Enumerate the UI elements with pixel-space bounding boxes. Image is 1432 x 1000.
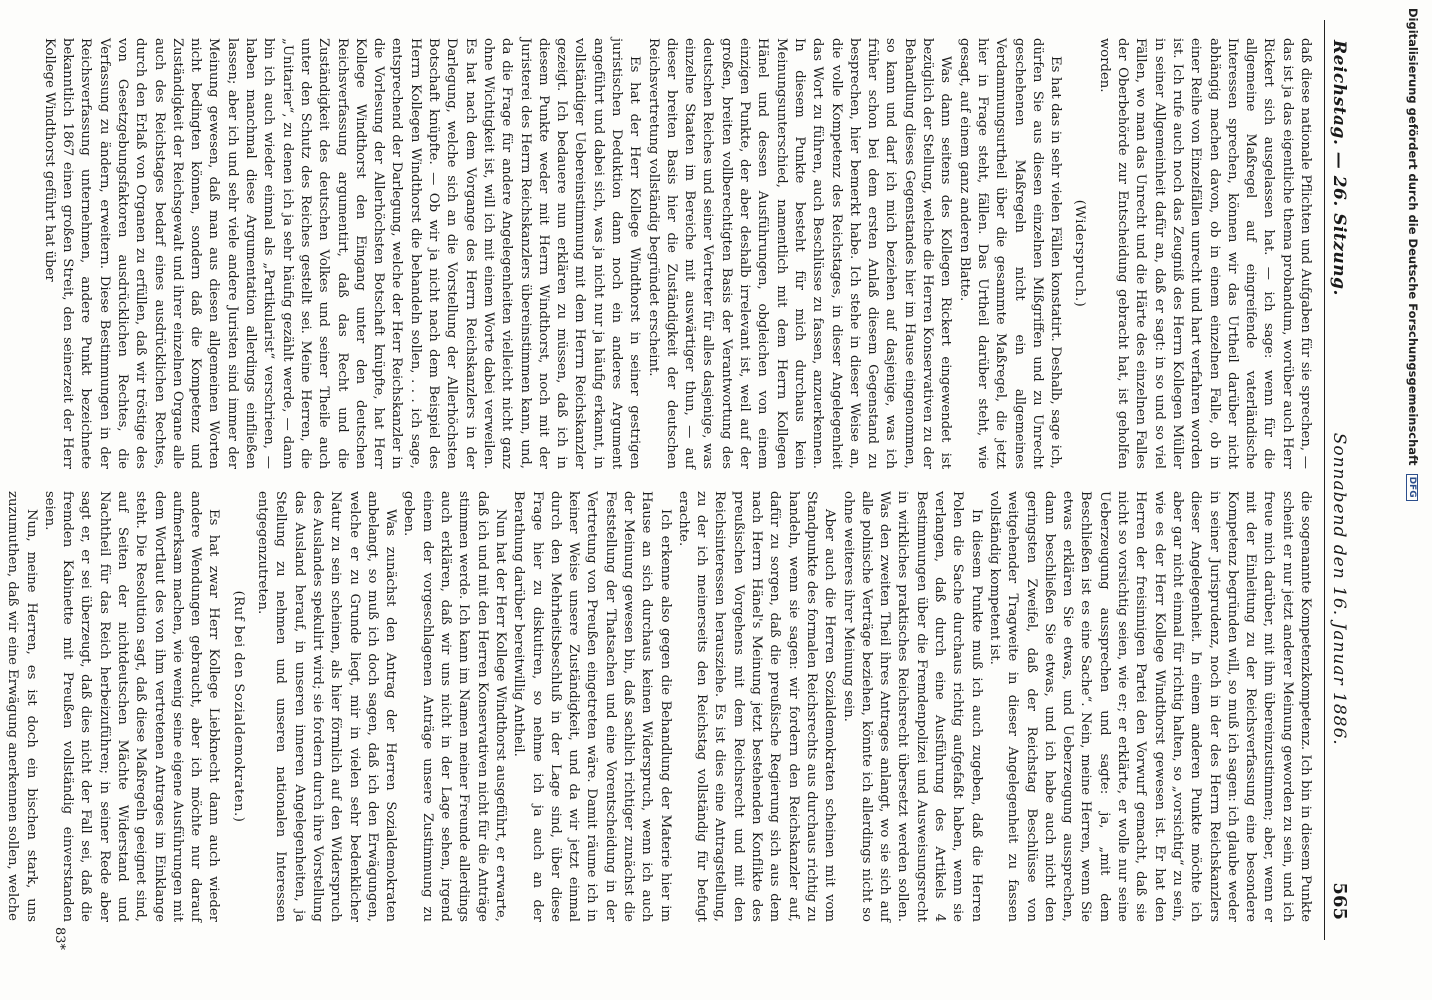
page-signature-mark: 83* [52,926,67,950]
dfg-logo-icon: DFG [1406,474,1418,501]
paragraph: Was zunächst den Antrag der Herren Sozialdemokraten anbelangt, so muß ich doch sagen, daß ich den Erwägungen, welche er zu Grunde liegt, mir in vielen sehr bedenklicher Natur zu sein scheinen, als hier förmlich auf den Widerspruch des Auslandes spekulirt wird; sie fordern durch ihre Vorstellung das Ausland herauf, in unseren inneren Angelegenheiten, ja Stellung zu nehmen und unseren nationalen Interessen entgegenzutreten. [255,491,399,922]
paragraph: Es hat zwar Herr Kollege Liebknecht dann auch wieder andere Wendungen gebraucht, aber ich möchte nur darauf aufmerksam machen, wie wenig seine eigene Ausführungen mit dem Wortlaut des von ihm vertretenen Antrages im Einklange steht. Die Resolution sagt, daß diese Maßregeln geeignet sind, auf Seiten der nichtdeutschen Mächte Widerstand und Nachtheil für das Reich herbeizuführen; in seiner Rede aber sagt er, er sei überzeugt, daß dies nicht der Fall sei, daß die fremden Kabinette mit Preußen vollständig einverstanden seien. [41,491,222,922]
paragraph: Nun hat der Herr Kollege Windthorst ausgeführt, er erwarte, daß ich und mit den Herren Konservativen nicht für die Anträge stimmen werde. Ich kann im Namen meiner Freunde allerdings auch erklären, daß wir uns nicht in der Lage sehen, irgend einem der vorgeschlagenen Anträge unsere Zustimmung zu geben. [401,491,508,922]
paragraph: daß diese nationale Pflichten und Aufgaben für sie sprechen, — das ist ja das eigentliche thema probandum, worüber auch Herr Rickert sich ausgelassen hat. — ich sage: wenn für die allgemeine Maßregel auf eingreifende vaterländische Interessen sprechen, können wir das Urtheil darüber nicht abhängig machen davon, ob in einem einzelnen Falle, ob in einer Reihe von Einzelfällen unrecht und hart verfahren worden ist. Ich rufe auch noch das Zeugniß des Herrn Kollegen Müller in seiner Allgemeinheit dafür an, daß er sagt: in so und so viel Fällen, wo man das Unrecht und die Härte des einzelnen Falles der Oberbehörde zur Entscheidung gebracht hat, ist geholfen worden. [1096,38,1313,469]
paragraph: Ich erkenne also gegen die Behandlung der Materie hier im Hause an sich durchaus keinen Widerspruch, wenn ich auch der Meinung gewesen bin, daß sachlich richtiger zunächst die Feststellung der Thatsachen und eine Vorentscheidung in der Vertretung von Preußen eingetreten wäre. Damit räume ich in keiner Weise unsere Zuständigkeit, und da wir jetzt einmal durch den Mehrheitsbeschluß in der Lage sind, über diese Frage hier zu diskutiren, so nehme ich ja auch an der Berathung darüber bereitwillig Antheil. [511,491,673,922]
interjection: (Ruf bei den Sozialdemokraten.) [230,590,246,823]
paragraph: Was dann seitens des Kollegen Rickert eingewendet ist bezüglich der Stellung, welche die Herren Konservativen zu der Behandlung dieses Gegenstandes hier im Hause eingenommen, so kann und darf ich mich beziehen auf dasjenige, was ich früher schon bei dem ersten Anlaß diesem Gegenstand zu besprechen, hier bemerkt habe. Ich stehe in dieser Weise an, die volle Kompetenz des Reichstages, in dieser Angelegenheit das Wort zu führen, auch Beschlüsse zu fassen, anzuerkennen. In diesem Punkte besteht für mich durchaus kein Meinungsunterschied, namentlich mit dem Herrn Kollegen Hänel und dessen Ausführungen, obgleichen von einem einzigen Punkte, der aber deshalb irrelevant ist, weil auf der großen, breiten vollberechtigten Basis der Verantwortung des deutschen Reiches und seiner Vertreter für alles dasjenige, was einzelne Staaten im Bereiche mit auswärtiger thun, — auf dieser breiten Basis hier die Zuständigkeit der deutschen Reichsvertretung vollständig begründet erscheint. [645,38,954,469]
paragraph: die sogenannte Kompetenzkompetenz. Ich bin in diesem Punkte scheint er nur jetzt anderer Meinung geworden zu sein, und ich freue mich darüber, mit ihm übereinzustimmen; aber, wenn er mit der Einleitung zu der Reichsverfassung eine besondere Kompetenz begründen will, so muß ich sagen: ich glaube weder in seiner Jurisprudenz, noch in der des Herrn Reichskanzlers dieser Angelegenheit. In einem anderen Punkte möchte ich aber gar nicht einmal für richtig halten, so „vorsichtig“ zu sein, wie es der Herr Kollege Windthorst gewesen ist. Er hat den Herren der freisinnigen Partei den Vorwurf gemacht, daß sie nicht so vorsichtig seien, wie er; er erklärte, er wolle nur seine Ueberzeugung aussprechen und sagte: ja, „mit dem Beschließen ist es eine Sache“. Nein, meine Herren, wenn Sie etwas erklären Sie etwas, und Ueberzeugung aussprechen, dann beschließen Sie etwas, und ich habe auch nicht den geringsten Zweifel, daß der Reichstag Beschlüsse von weitgehender Tragweite in dieser Angelegenheit zu fassen vollständig kompetent ist. [986,491,1313,922]
header-left-title: Reichstag. — 26. Sitzung. [1329,40,1349,296]
dfg-sidebar [1408,0,1432,1000]
paragraph: Es hat der Herr Kollege Windthorst in seiner gestrigen juristischen Deduktion dann noch ein anderes Argument angeführt und dabei sich, was ja nicht nur ja häufig erkannt, in vollständiger Uebereinstimmung mit dem Herrn Reichskanzler gezeigt. Ich bedauere nun erklären zu müssen, daß ich in diesem Punkte weder mit Herrn Windthorst, noch mit der Juristerei des Herrn Reichskanzlers übereinstimmen kann, und, da die Frage für andere Angelegenheiten vielleicht nicht ganz ohne Wichtigkeit ist, will ich mit einem Worte dabei verweilen. Es hat nach dem Vorgange des Herrn Reichskanzlers in der Darlegung, welche sich an die Vorstellung der Allerhöchsten Botschaft knüpfte. — Ob wir ja nicht nach dem Beispiel des Herrn Kollegen Windthorst die behandeln sollen, . . . ich sage, entsprechend der Darlegung, welche der Herr Reichskanzler in die Vorlesung der Allerhöchsten Botschaft knüpfte, hat Herr Kollege Windthorst den Eingang unter den deutschen Reichsverfassung argumentirt, daß das Recht und die Zuständigkeit des deutschen Volkes und seiner Theile auch unter den Schutz des Reiches gestellt sei. Meine Herren, die „Unitarier“, zu denen ich ja sehr häufig gezählt werde, — dann bin ich auch wieder einmal als „Partikularist“ verschrieen, — haben manchmal diese Argumentation allerdings einfließen lassen; aber ich und sehr viele andere Juristen sind immer der Meinung gewesen, daß man aus diesen allgemeinen Worten nicht bedingten können, sondern daß die Kompetenz und Zuständigkeit der Reichsgewalt und ihrer einzelnen Organe alle auch des Reichstages bedarf eines ausdrücklichen Rechtes, durch den Erlaß von Organen zu erfüllen, daß wir tröstige des von Gesetzgebungsfaktoren ausdrücklichen Rechtes, die Verfassung zu ändern, erweitern. Diese Bestimmungen in der Reichsverfassung unternehmen, andere Punkt bezeichnete bekanntlich 1867 einen großen Streit, den seinerzeit der Herr Kollege Windthorst geführt hat über [41,38,643,469]
paragraph: Aber auch die Herren Sozialdemokraten scheinen mit vom Standpunkte des formalen Reichsrechts aus durchaus richtig zu handeln, wenn sie sagen: wir fordern den Reichskanzler auf, dafür zu sorgen, daß die preußische Regierung sich aus dem nach Herrn Hänel's Meinung jetzt bestehenden Konflikte des preußischen Vorgehens mit dem Reichsrecht und mit den Reichsinteressen herausziehe. Es ist dies eine Antragstellung, zu der ich meinerseits den Reichstag vollständig für befugt erachte. [675,491,838,922]
dfg-funding-notice: Digitalisierung gefördert durch die Deutsche Forschungsgemeinschaft [1406,8,1420,466]
text-column-left [41,38,1314,469]
page-number: 565 [1329,882,1350,920]
text-columns [5,38,1314,922]
page-header [1324,20,1350,940]
paragraph: Es hat das in sehr vielen Fällen konstatirt. Deshalb, sage ich, dürfen Sie aus diesen einzelnen Mißgriffen und zu Unrecht geschehenen Maßregeln nicht ein allgemeines Verdammungsurtheil über die gesammte Maßregel, die jetzt hier in Frage steht, fällen. Das Urtheil darüber steht, wie gesagt, auf einem ganz anderen Blatte. [956,38,1064,469]
interjection: (Widerspruch.) [1072,199,1088,308]
rotated-page-content [5,20,1386,980]
header-date: Sonnabend den 16. Januar 1886. [1329,432,1349,746]
paragraph: In diesem Punkte muß ich auch zugeben, daß die Herren Polen die Sache durchaus richtig aufgefaßt haben, wenn sie verlangen, daß durch eine Ausführung des Artikels 4 Bestimmungen über die Fremdenpolizei und Ausweisungsrecht in wirkliches praktisches Reichsrecht übersetzt werden sollen. Was den zweiten Theil ihres Antrages anlangt, wo sie sich auf alle polnische Verträge beziehen, könnte ich allerdings nicht so ohne weiteres ihrer Meinung sein. [840,491,984,922]
text-column-right [5,491,1314,922]
paragraph: Nun, meine Herren, es ist doch ein bischen stark, uns zuzumuthen, daß wir eine Erwägung anerkennen sollen, welche [5,491,39,922]
